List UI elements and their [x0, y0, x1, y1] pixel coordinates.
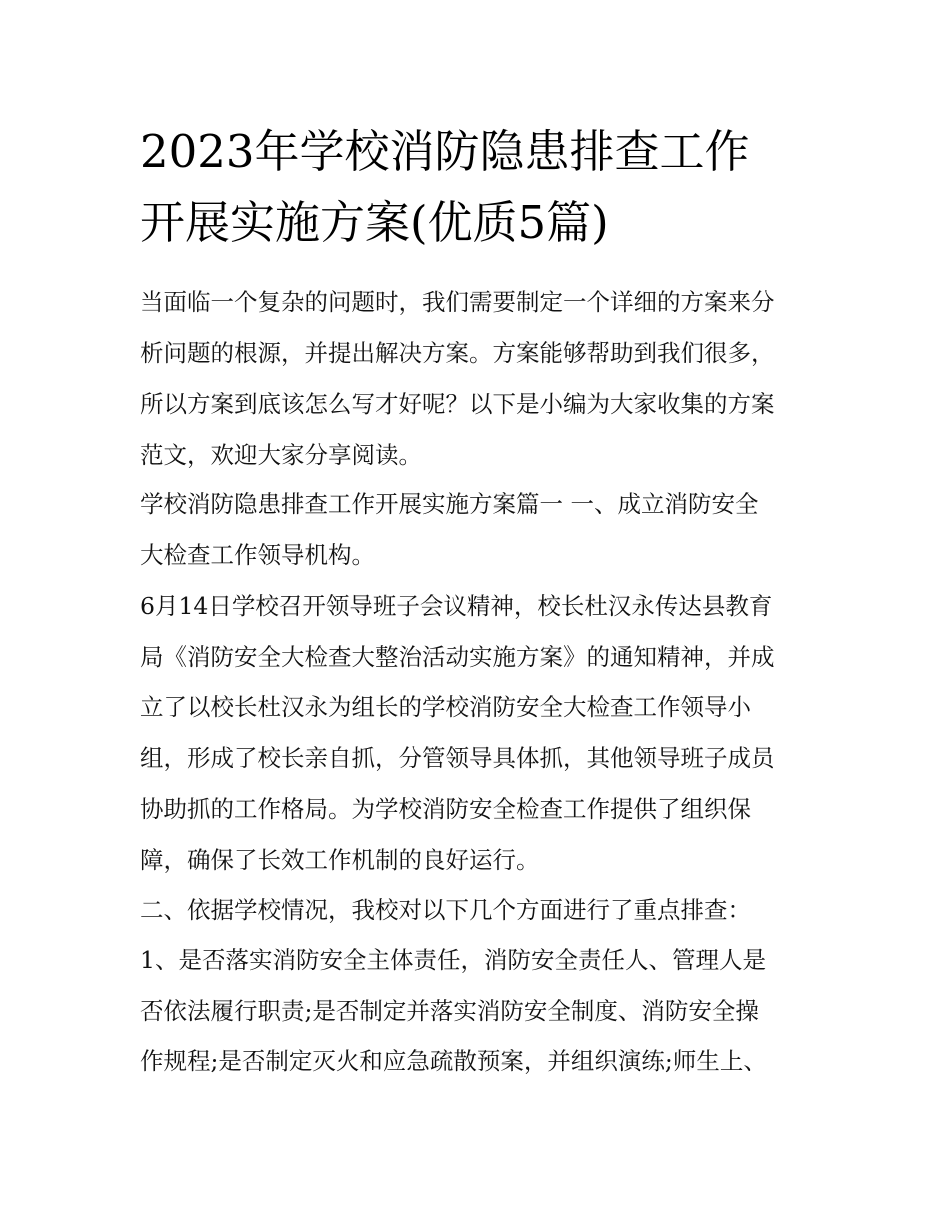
body-line-6: 大检查工作领导机构。: [140, 541, 375, 569]
body-line-2: 析问题的根源，并提出解决方案。方案能够帮助到我们很多，: [140, 339, 775, 367]
title-line-1: 2023年学校消防隐患排查工作: [140, 125, 750, 178]
body-line-9: 立了以校长杜汉永为组长的学校消防安全大检查工作领导小: [140, 693, 751, 721]
body-line-1: 当面临一个复杂的问题时，我们需要制定一个详细的方案来分: [140, 288, 775, 316]
body-line-4: 范文，欢迎大家分享阅读。: [140, 441, 422, 469]
title-line-2: 开展实施方案(优质5篇): [140, 196, 609, 249]
body-line-3: 所以方案到底该怎么写才好呢？以下是小编为大家收集的方案: [140, 390, 775, 418]
body-line-13: 二、依据学校情况，我校对以下几个方面进行了重点排查：: [140, 896, 751, 924]
body-line-15: 否依法履行职责;是否制定并落实消防安全制度、消防安全操: [140, 997, 759, 1025]
document-title: [140, 116, 820, 258]
body-line-7: 6月14日学校召开领导班子会议精神，校长杜汉永传达县教育: [140, 592, 773, 620]
body-line-14: 1、是否落实消防安全主体责任，消防安全责任人、管理人是: [140, 946, 766, 974]
body-line-11: 协助抓的工作格局。为学校消防安全检查工作提供了组织保: [140, 795, 751, 823]
body-line-12: 障，确保了长效工作机制的良好运行。: [140, 846, 540, 874]
body-line-5: 学校消防隐患排查工作开展实施方案篇一 一、成立消防安全: [140, 490, 759, 518]
body-line-10: 组，形成了校长亲自抓，分管领导具体抓，其他领导班子成员: [140, 744, 775, 772]
body-line-16: 作规程;是否制定灭火和应急疏散预案，并组织演练;师生上、: [140, 1047, 767, 1075]
body-line-8: 局《消防安全大检查大整治活动实施方案》的通知精神，并成: [140, 643, 775, 671]
